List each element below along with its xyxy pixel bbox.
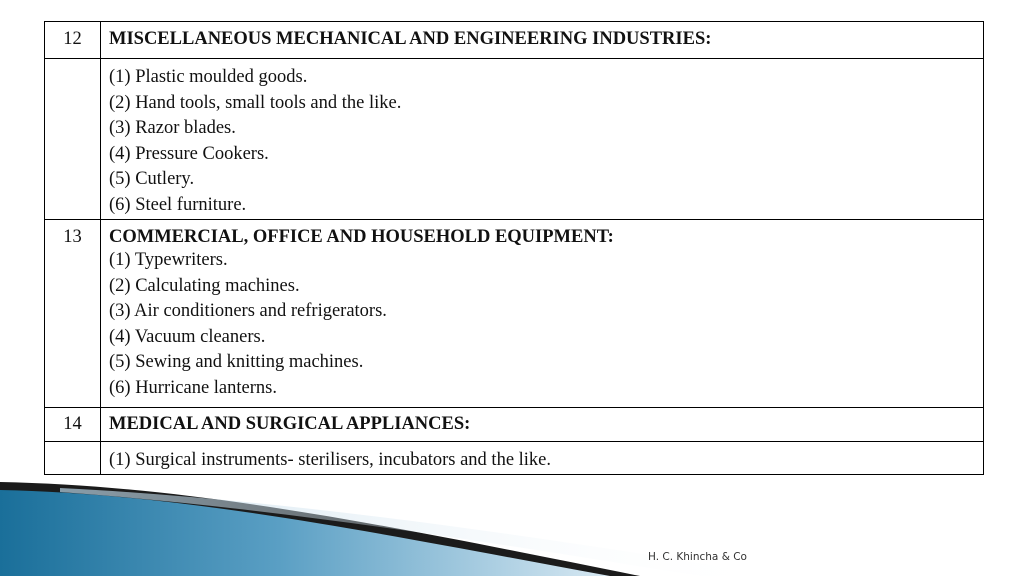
footer-credit: H. C. Khincha & Co (648, 551, 747, 563)
row-number: 12 (63, 29, 82, 49)
swoosh-teal-band (0, 484, 620, 576)
table-row (45, 22, 984, 59)
list-item: (4) Vacuum cleaners. (109, 326, 266, 347)
list-item: (2) Hand tools, small tools and the like. (109, 92, 402, 113)
list-item: (6) Hurricane lanterns. (109, 377, 277, 398)
list-item: (5) Sewing and knitting machines. (109, 352, 364, 373)
item-list (109, 248, 983, 402)
row-number: 14 (63, 414, 82, 434)
list-item: (2) Calculating machines. (109, 275, 300, 296)
table-row (45, 408, 984, 442)
list-item: (6) Steel furniture. (109, 194, 247, 215)
table-row (45, 220, 984, 408)
heading-cell (101, 220, 984, 408)
section-heading: MEDICAL AND SURGICAL APPLIANCES: (109, 414, 471, 434)
item-list (109, 59, 983, 219)
row-number-cell (45, 59, 101, 220)
list-item: (3) Razor blades. (109, 118, 236, 139)
list-item: (5) Cutlery. (109, 169, 195, 190)
list-item: (1) Surgical instruments- sterilisers, incubators and the like. (109, 450, 552, 470)
list-item: (4) Pressure Cookers. (109, 143, 269, 164)
row-number: 13 (63, 227, 82, 247)
decorative-swoosh (0, 470, 1024, 576)
heading-cell (101, 22, 984, 59)
section-heading: MISCELLANEOUS MECHANICAL AND ENGINEERING INDUSTRIES: (109, 29, 712, 49)
row-number-cell (45, 22, 101, 59)
list-item: (1) Typewriters. (109, 250, 228, 270)
table-row (45, 59, 984, 220)
industries-table (44, 21, 984, 475)
section-heading: COMMERCIAL, OFFICE AND HOUSEHOLD EQUIPMENT: (109, 227, 614, 247)
list-item: (3) Air conditioners and refrigerators. (109, 301, 387, 322)
items-cell (101, 59, 984, 220)
row-number-cell (45, 220, 101, 408)
list-item: (1) Plastic moulded goods. (109, 67, 308, 87)
heading-cell (101, 408, 984, 442)
row-number-cell (45, 408, 101, 442)
item-list (109, 442, 983, 474)
